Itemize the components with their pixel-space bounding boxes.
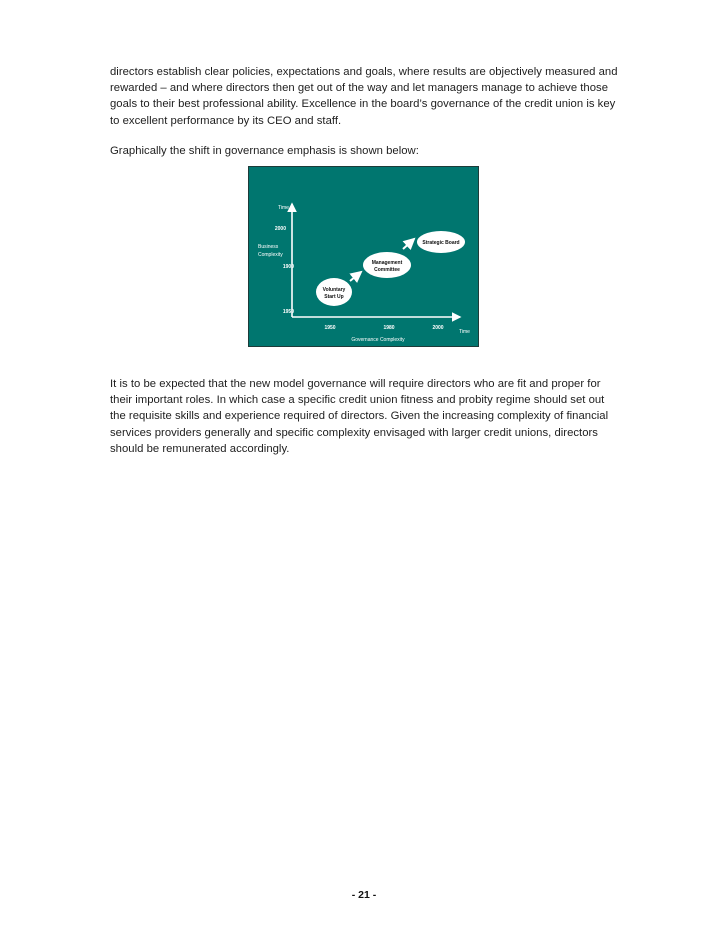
- text-line: the requisite skills and experience required of directors. Given the increasing complexity of financial: [110, 410, 609, 423]
- x-tick-label: 1950: [324, 325, 336, 331]
- stage-label: Committee: [374, 267, 400, 273]
- text-line: Graphically the shift in governance emphasis is shown below:: [110, 145, 419, 157]
- stage-arrow: [403, 239, 414, 249]
- y-tick-label: 1900: [282, 264, 294, 270]
- stage-label: Start Up: [324, 294, 344, 300]
- y-tick-label: 1950: [282, 309, 294, 315]
- page-number: - 21 -: [351, 889, 377, 901]
- stage-label: Management: [371, 260, 403, 266]
- x-axis-end-label: Time: [459, 329, 470, 335]
- text-line: their important roles. In which case a specific credit union fitness and probity regime should set out: [110, 394, 605, 407]
- x-tick-label: 2000: [432, 325, 444, 331]
- y-axis-label-business: Business: [258, 244, 279, 250]
- text-line: services providers generally and specific complexity envisaged with larger credit unions, directors: [110, 426, 598, 439]
- paragraph-diagram-caption: [110, 143, 630, 159]
- text-line: directors establish clear policies, expectations and goals, where results are objectively measured and: [110, 66, 618, 78]
- text-line: goals to their best professional ability. Excellence in the board’s governance of the credit union is key: [110, 98, 616, 111]
- paragraph-governance-intro: [110, 64, 630, 129]
- stage-label: Voluntary: [322, 287, 346, 293]
- text-line: to excellent performance by its CEO and staff.: [110, 114, 342, 127]
- x-axis-label: Governance Complexity: [351, 337, 405, 343]
- text-line: It is to be expected that the new model governance will require directors who are fit and proper for: [110, 378, 601, 390]
- text-line: should be remunerated accordingly.: [110, 442, 290, 455]
- y-tick-label: 2000: [274, 226, 286, 232]
- stage-arrow: [350, 272, 361, 281]
- governance-shift-diagram: [248, 166, 479, 347]
- text-line: rewarded – and where directors then get out of the way and let managers manage to achieve those: [110, 82, 609, 95]
- paragraph-director-fitness: [110, 376, 630, 457]
- y-axis-label-complexity: Complexity: [258, 252, 283, 258]
- x-tick-label: 1980: [383, 325, 395, 331]
- stage-label: Strategic Board: [422, 240, 460, 246]
- y-axis-top-label: Time: [278, 205, 289, 211]
